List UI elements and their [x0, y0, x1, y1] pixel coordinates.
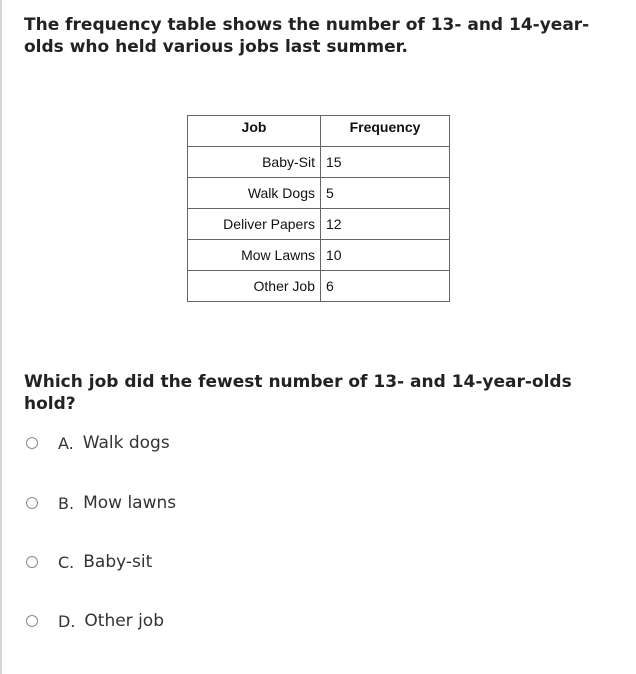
answer-option-b[interactable] [26, 491, 176, 515]
radio-button-icon[interactable] [26, 556, 38, 568]
frequency-cell: 12 [321, 209, 450, 240]
question-prompt: The frequency table shows the number of 13- and 14-year-olds who held various jobs last summer. [24, 15, 590, 57]
option-label: Baby-sit [83, 552, 153, 572]
frequency-cell: 5 [321, 178, 450, 209]
job-cell: Walk Dogs [188, 178, 321, 209]
table-row [188, 147, 450, 178]
frequency-cell: 6 [321, 271, 450, 302]
question-text: Which job did the fewest number of 13- and 14-year-olds hold? [24, 372, 572, 414]
table-row [188, 178, 450, 209]
header-frequency: Frequency [321, 116, 450, 147]
table-row [188, 240, 450, 271]
table-row [188, 271, 450, 302]
option-letter: B. [58, 493, 75, 513]
answer-option-d[interactable] [26, 609, 164, 633]
answer-option-c[interactable] [26, 550, 152, 574]
frequency-cell: 10 [321, 240, 450, 271]
radio-button-icon[interactable] [26, 615, 38, 627]
option-label: Other job [84, 611, 164, 631]
radio-button-icon[interactable] [26, 497, 38, 509]
table-header-row [188, 116, 450, 147]
radio-button-icon[interactable] [26, 437, 38, 449]
option-label: Mow lawns [83, 493, 177, 513]
option-letter: D. [58, 611, 76, 631]
job-cell: Baby-Sit [188, 147, 321, 178]
job-cell: Other Job [188, 271, 321, 302]
job-cell: Deliver Papers [188, 209, 321, 240]
frequency-table [187, 115, 450, 302]
table-row [188, 209, 450, 240]
frequency-cell: 15 [321, 147, 450, 178]
answer-option-a[interactable] [26, 431, 170, 455]
option-label: Walk dogs [82, 433, 170, 453]
option-letter: A. [58, 433, 74, 453]
left-border [0, 0, 2, 674]
job-cell: Mow Lawns [188, 240, 321, 271]
header-job: Job [188, 116, 321, 147]
option-letter: C. [58, 552, 75, 572]
